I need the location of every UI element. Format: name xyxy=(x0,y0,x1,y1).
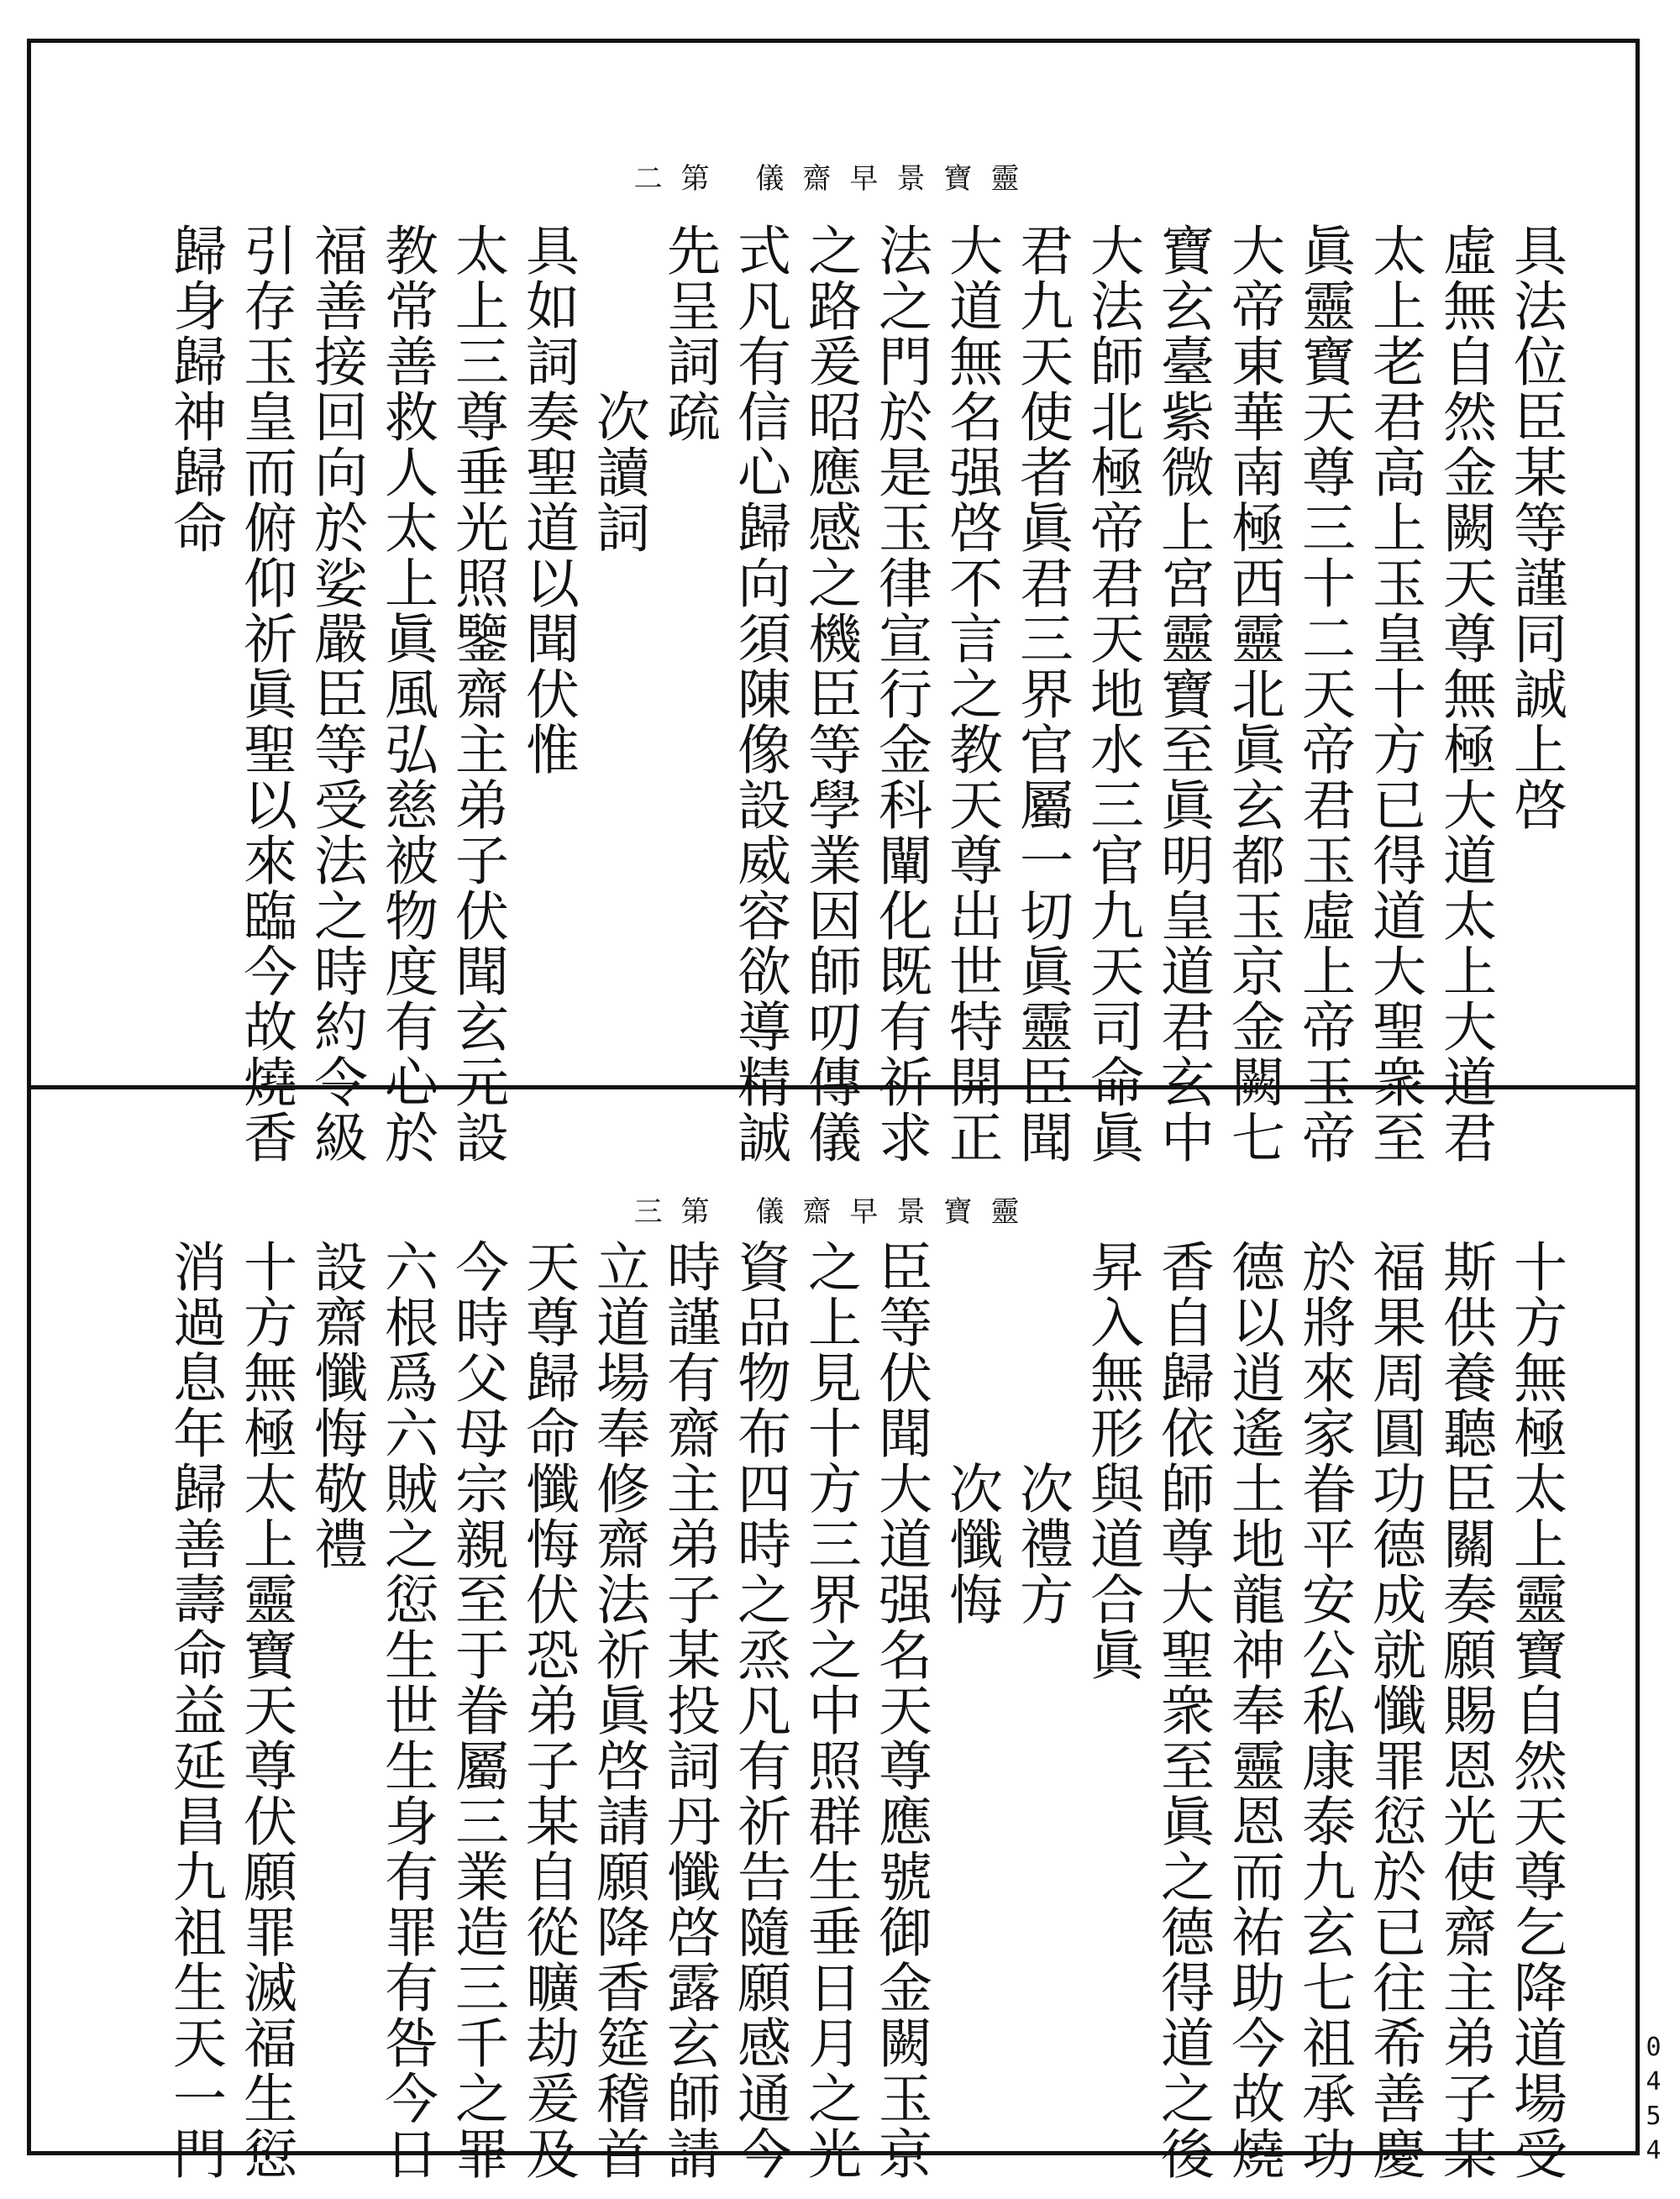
bottom-panel-header: 三第 儀齋早景寶靈 xyxy=(633,1195,1038,1229)
text-column: 君九天使者眞君三界官屬一切眞靈臣聞 xyxy=(1011,223,1073,1165)
text-column: 大帝東華南極西靈北眞玄都玉京金闕七 xyxy=(1222,223,1284,1165)
text-column: 福果周圓功德成就懺罪愆於已往希善慶 xyxy=(1363,1239,1425,2181)
text-column: 臣等伏聞大道强名天尊應號御金闕玉京 xyxy=(869,1239,932,2181)
top-panel-header: 二第 儀齋早景寶靈 xyxy=(633,162,1038,196)
text-column: 六根爲六賊之愆生世生身有罪有咎今日 xyxy=(375,1239,438,2181)
bottom-panel xyxy=(50,1172,1588,2181)
text-column: 德以逍遙土地龍神奉靈恩而祐助今故燒 xyxy=(1222,1239,1284,2181)
text-column: 之路爰昭應感之機臣等學業因師叨傳儀 xyxy=(799,223,861,1165)
text-column: 具如詞奏聖道以聞伏惟 xyxy=(517,223,579,777)
text-column: 虛無自然金闕天尊無極大道太上大道君 xyxy=(1434,223,1496,1165)
text-column: 資品物布四時之烝凡有祈告隨願感通今 xyxy=(728,1239,790,2181)
text-column: 設齋懺悔敬禮 xyxy=(305,1239,367,1572)
text-column: 法之門於是玉律宣行金科闡化既有祈求 xyxy=(869,223,932,1165)
text-column: 教常善救人太上眞風弘慈被物度有心於 xyxy=(375,223,438,1165)
text-column: 天尊歸命懺悔伏恐弟子某自從曠劫爰及 xyxy=(517,1239,579,2181)
text-column: 次禮方 xyxy=(1011,1239,1073,1627)
page-number: 0454 xyxy=(1639,2033,1668,2170)
text-column: 消過息年歸善壽命益延昌九祖生天一門 xyxy=(164,1239,226,2181)
text-column: 寶玄臺紫微上宮靈寶至眞明皇道君玄中 xyxy=(1152,223,1214,1165)
text-column: 式凡有信心歸向須陳像設威容欲導精誠 xyxy=(728,223,790,1165)
text-column: 十方無極太上靈寶天尊伏願罪滅福生愆 xyxy=(234,1239,297,2181)
text-column: 大法師北極帝君天地水三官九天司命眞 xyxy=(1081,223,1143,1165)
text-column: 次懺悔 xyxy=(940,1239,1002,1627)
text-column: 昇入無形與道合眞 xyxy=(1081,1239,1143,1682)
text-column: 太上老君高上玉皇十方已得道大聖衆至 xyxy=(1363,223,1425,1165)
text-column: 於將來家眷平安公私康泰九玄七祖承功 xyxy=(1293,1239,1355,2181)
text-column: 時謹有齋主弟子某投詞丹懺啓露玄師請 xyxy=(658,1239,720,2181)
text-column: 引存玉皇而俯仰祈眞聖以來臨今故燒香 xyxy=(234,223,297,1165)
text-column: 具法位臣某等謹同誠上啓 xyxy=(1504,223,1567,832)
text-column: 十方無極太上靈寶自然天尊乞降道場受 xyxy=(1504,1239,1567,2181)
text-column: 眞靈寶天尊三十二天帝君玉虛上帝玉帝 xyxy=(1293,223,1355,1165)
text-column: 福善接回向於娑嚴臣等受法之時約令級 xyxy=(305,223,367,1165)
text-column: 香自歸依師尊大聖衆至眞之德得道之後 xyxy=(1152,1239,1214,2181)
text-column: 歸身歸神歸命 xyxy=(164,223,226,555)
text-column: 斯供養聽臣關奏願賜恩光使齋主弟子某 xyxy=(1434,1239,1496,2181)
text-column: 太上三尊垂光照鑒齋主弟子伏聞玄元設 xyxy=(446,223,508,1165)
text-column: 大道無名强啓不言之教天尊出世特開正 xyxy=(940,223,1002,1165)
text-column: 先呈詞疏 xyxy=(658,223,720,444)
text-column: 之上見十方三界之中照群生垂日月之光 xyxy=(799,1239,861,2181)
text-column: 次讀詞 xyxy=(587,223,649,555)
text-column: 立道場奉修齋法祈眞啓請願降香筵稽首 xyxy=(587,1239,649,2181)
top-panel xyxy=(50,143,1588,1165)
text-column: 今時父母宗親至于眷屬三業造三千之罪 xyxy=(446,1239,508,2181)
bottom-panel-text xyxy=(160,1239,1571,2181)
top-panel-text xyxy=(160,223,1571,1165)
